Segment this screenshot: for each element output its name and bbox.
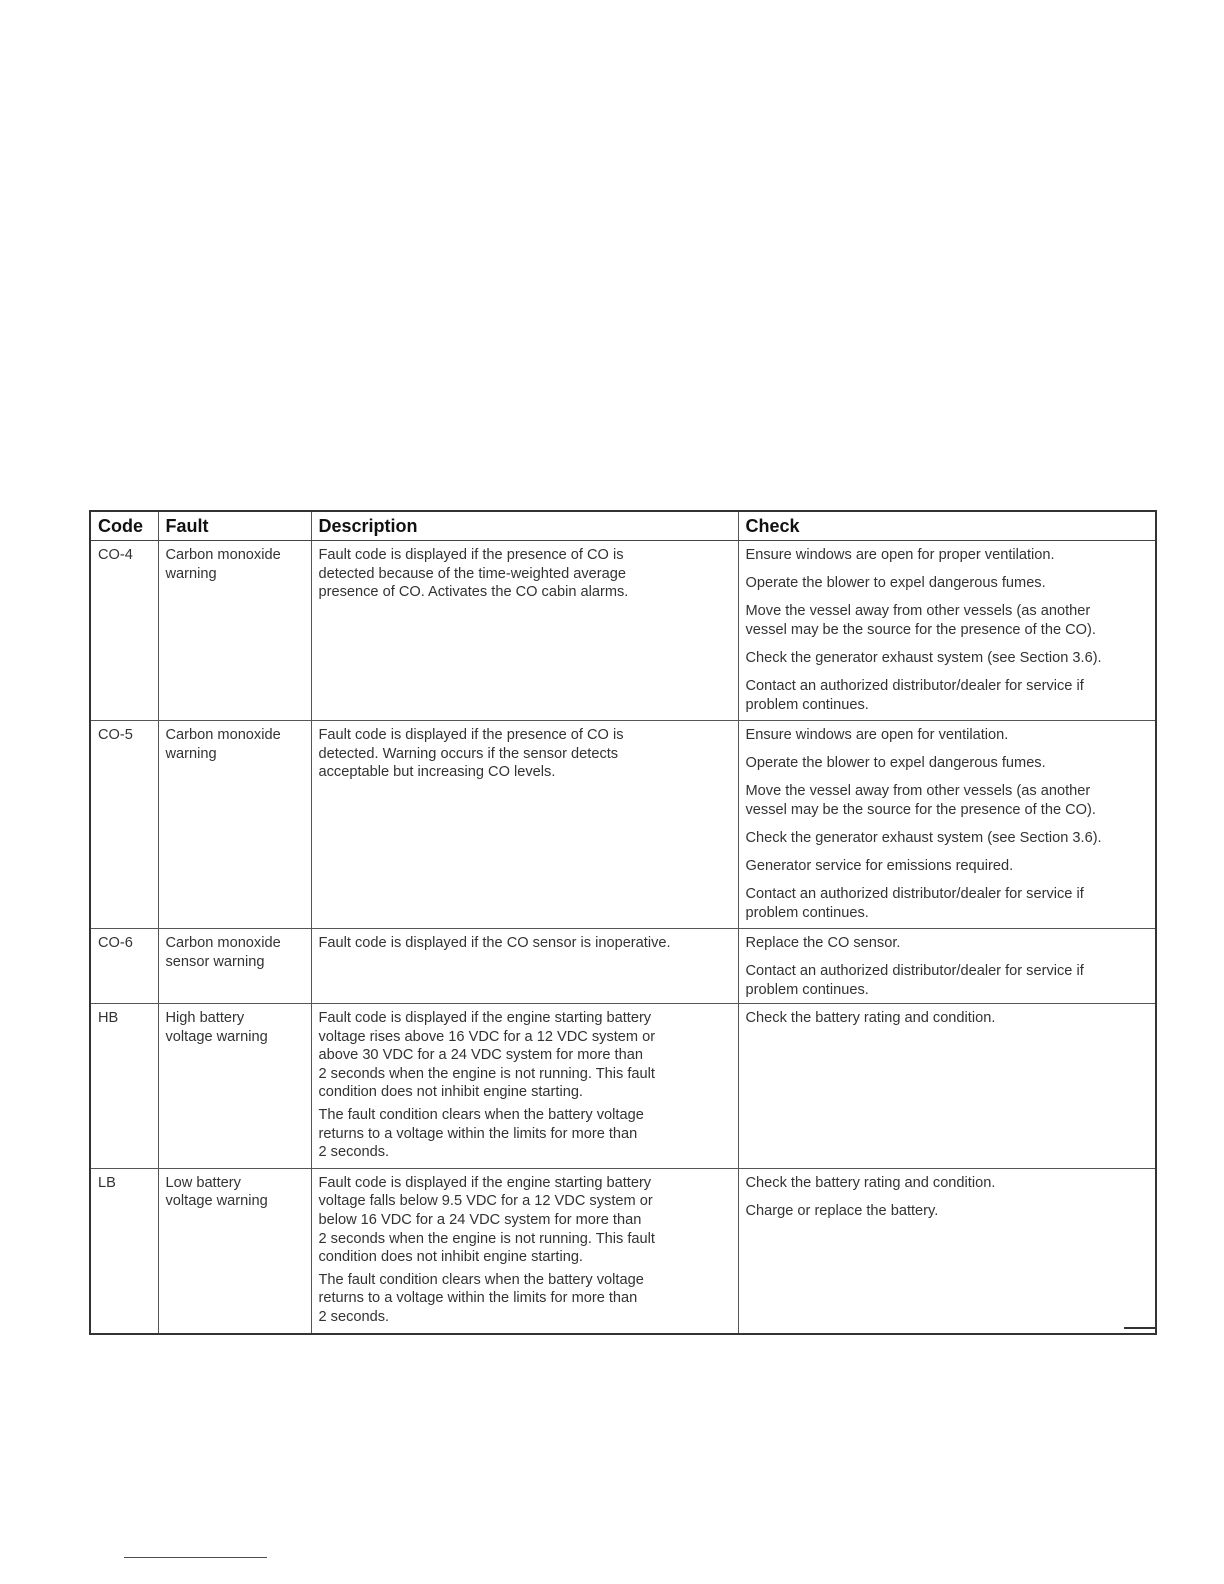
description-paragraph: Fault code is displayed if the CO sensor is inoperative. bbox=[318, 935, 671, 951]
cell-code: HB bbox=[90, 1004, 158, 1169]
fault-name: Carbon monoxide warning bbox=[165, 727, 281, 762]
check-item: Generator service for emissions required. bbox=[745, 857, 1014, 874]
header-description: Description bbox=[311, 511, 738, 541]
cell-fault bbox=[158, 541, 311, 721]
fault-name: Carbon monoxide sensor warning bbox=[165, 935, 281, 970]
check-item: Ensure windows are open for ventilation. bbox=[745, 727, 1009, 743]
description-paragraph: Fault code is displayed if the presence of CO is detected. Warning occurs if the sensor detects acceptable but increasing CO levels. bbox=[318, 727, 624, 781]
fault-code-table bbox=[89, 510, 1157, 1335]
table-row bbox=[90, 541, 1156, 721]
check-item: Operate the blower to expel dangerous fumes. bbox=[745, 575, 1046, 592]
cell-check bbox=[738, 541, 1156, 721]
description-paragraph: The fault condition clears when the battery voltage returns to a voltage within the limits for more than 2 seconds. bbox=[318, 1271, 644, 1325]
fault-name: Low battery voltage warning bbox=[165, 1174, 268, 1210]
check-item: Contact an authorized distributor/dealer for service if problem continues. bbox=[745, 886, 1084, 921]
table-row bbox=[90, 1004, 1156, 1169]
cell-fault bbox=[158, 1004, 311, 1169]
check-item: Move the vessel away from other vessels (as another vessel may be the source for the presence of the CO). bbox=[745, 603, 1096, 638]
cell-description bbox=[311, 929, 738, 1004]
check-item: Move the vessel away from other vessels (as another vessel may be the source for the presence of the CO). bbox=[745, 783, 1096, 818]
footnote-rule bbox=[124, 1557, 267, 1558]
table-end-rule bbox=[1124, 1327, 1157, 1329]
check-item: Charge or replace the battery. bbox=[745, 1202, 939, 1219]
check-item: Check the generator exhaust system (see Section 3.6). bbox=[745, 829, 1102, 846]
cell-code: CO-4 bbox=[90, 541, 158, 721]
header-fault: Fault bbox=[158, 511, 311, 541]
cell-code: CO-5 bbox=[90, 721, 158, 929]
cell-check bbox=[738, 1004, 1156, 1169]
description-paragraph: The fault condition clears when the battery voltage returns to a voltage within the limits for more than 2 seconds. bbox=[318, 1106, 644, 1161]
header-check: Check bbox=[738, 511, 1156, 541]
check-item: Operate the blower to expel dangerous fumes. bbox=[745, 755, 1046, 772]
cell-check bbox=[738, 1168, 1156, 1333]
cell-fault bbox=[158, 1168, 311, 1333]
cell-check bbox=[738, 721, 1156, 929]
check-item: Replace the CO sensor. bbox=[745, 935, 901, 951]
cell-code: CO-6 bbox=[90, 929, 158, 1004]
cell-description bbox=[311, 541, 738, 721]
check-item: Check the battery rating and condition. bbox=[745, 1010, 996, 1026]
check-item: Contact an authorized distributor/dealer for service if problem continues. bbox=[745, 677, 1084, 713]
description-paragraph: Fault code is displayed if the engine starting battery voltage falls below 9.5 VDC for a 12 VDC system or below 16 VDC for a 24 VDC system for more than 2 seconds when the engine is not running. This fault condition does not inhibit engine starting. bbox=[318, 1174, 655, 1266]
cell-description bbox=[311, 1168, 738, 1333]
header-code: Code bbox=[90, 511, 158, 541]
cell-check bbox=[738, 929, 1156, 1004]
check-item: Ensure windows are open for proper ventilation. bbox=[745, 547, 1055, 563]
cell-description bbox=[311, 1004, 738, 1169]
table-row bbox=[90, 1168, 1156, 1333]
check-item: Check the battery rating and condition. bbox=[745, 1174, 996, 1191]
table-header-row bbox=[90, 511, 1156, 541]
fault-name: High battery voltage warning bbox=[165, 1010, 268, 1045]
cell-fault bbox=[158, 721, 311, 929]
check-item: Contact an authorized distributor/dealer for service if problem continues. bbox=[745, 963, 1084, 998]
description-paragraph: Fault code is displayed if the engine starting battery voltage rises above 16 VDC for a 12 VDC system or above 30 VDC for a 24 VDC system for more than 2 seconds when the engine is not running. This fault condition does not inhibit engine starting. bbox=[318, 1010, 656, 1101]
cell-code: LB bbox=[90, 1168, 158, 1333]
table-row bbox=[90, 929, 1156, 1004]
fault-name: Carbon monoxide warning bbox=[165, 547, 281, 582]
table-row bbox=[90, 721, 1156, 929]
check-item: Check the generator exhaust system (see Section 3.6). bbox=[745, 649, 1102, 666]
description-paragraph: Fault code is displayed if the presence of CO is detected because of the time-weighted average presence of CO. Activates the CO cabin alarms. bbox=[318, 547, 629, 601]
cell-fault bbox=[158, 929, 311, 1004]
cell-description bbox=[311, 721, 738, 929]
table-body bbox=[90, 541, 1156, 1334]
